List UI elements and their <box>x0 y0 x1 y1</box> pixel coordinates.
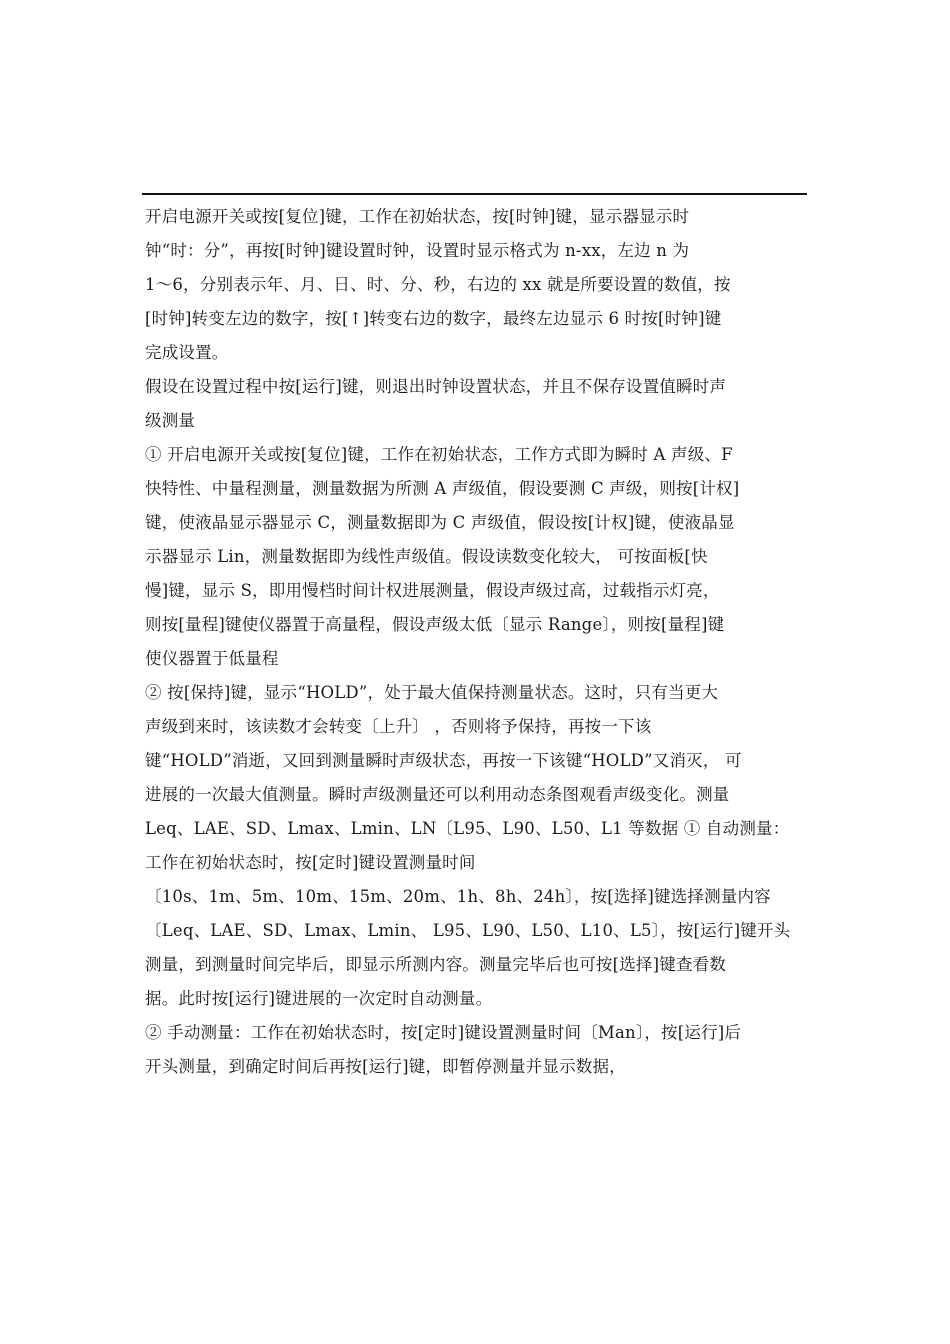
text-line: 完成设置。 <box>145 343 229 362</box>
text-line: 示器显示 Lin，测量数据即为线性声级值。假设读数变化较大， 可按面板[快 <box>145 547 708 566</box>
text-line: ① 开启电源开关或按[复位]键，工作在初始状态，工作方式即为瞬时 A 声级、F <box>145 445 733 464</box>
document-body <box>145 200 820 1084</box>
text-line: ② 手动测量：工作在初始状态时，按[定时]键设置测量时间〔Man〕，按[运行]后 <box>145 1023 742 1042</box>
text-line: 使仪器置于低量程 <box>145 649 279 668</box>
text-line: 〔10s、1m、5m、10m、15m、20m、1h、8h、24h〕，按[选择]键选择测量内容 <box>145 887 771 906</box>
text-line: 据。此时按[运行]键进展的一次定时自动测量。 <box>145 989 493 1008</box>
text-line: 声级到来时，该读数才会转变〔上升〕 ，否则将予保持，再按一下该 <box>145 717 652 736</box>
text-line: ② 按[保持]键，显示“HOLD”，处于最大值保持测量状态。这时，只有当更大 <box>145 683 719 702</box>
text-line: 级测量 <box>145 411 196 430</box>
text-line: 1～6，分别表示年、月、日、时、分、秒，右边的 xx 就是所要设置的数值，按 <box>145 275 731 294</box>
top-rule <box>142 193 807 195</box>
text-line: 慢]键，显示 S，即用慢档时间计权进展测量，假设声级过高，过载指示灯亮， <box>145 581 720 600</box>
text-line: Leq、LAE、SD、Lmax、Lmin、LN〔L95、L90、L50、L1 等数据 ① 自动测量： <box>145 819 790 838</box>
text-line: 测量，到测量时间完毕后，即显示所测内容。测量完毕后也可按[选择]键查看数 <box>145 955 727 974</box>
text-line: 快特性、中量程测量，测量数据为所测 A 声级值，假设要测 C 声级，则按[计权] <box>145 479 740 498</box>
text-line: 开启电源开关或按[复位]键，工作在初始状态，按[时钟]键，显示器显示时 <box>145 207 690 226</box>
text-line: 则按[量程]键使仪器置于高量程，假设声级太低〔显示 Range〕，则按[量程]键 <box>145 615 725 634</box>
text-line: 工作在初始状态时，按[定时]键设置测量时间 <box>145 853 476 872</box>
text-line: 〔Leq、LAE、SD、Lmax、Lmin、 L95、L90、L50、L10、L5〕，按[运行]键开头 <box>145 921 791 940</box>
text-line: 假设在设置过程中按[运行]键，则退出时钟设置状态，并且不保存设置值瞬时声 <box>145 377 727 396</box>
text-line: 钟“时：分”，再按[时钟]键设置时钟，设置时显示格式为 n-xx，左边 n 为 <box>145 241 690 260</box>
text-line: 进展的一次最大值测量。瞬时声级测量还可以利用动态条图观看声级变化。测量 <box>145 785 730 804</box>
text-line: 开头测量，到确定时间后再按[运行]键，即暂停测量并显示数据， <box>145 1057 626 1076</box>
text-line: 键，使液晶显示器显示 C，测量数据即为 C 声级值，假设按[计权]键，使液晶显 <box>145 513 735 532</box>
text-line: [时钟]转变左边的数字，按[↑]转变右边的数字，最终左边显示 6 时按[时钟]键 <box>145 309 722 328</box>
text-line: 键“HOLD”消逝，又回到测量瞬时声级状态，再按一下该键“HOLD”又消灭， 可 <box>145 751 742 770</box>
